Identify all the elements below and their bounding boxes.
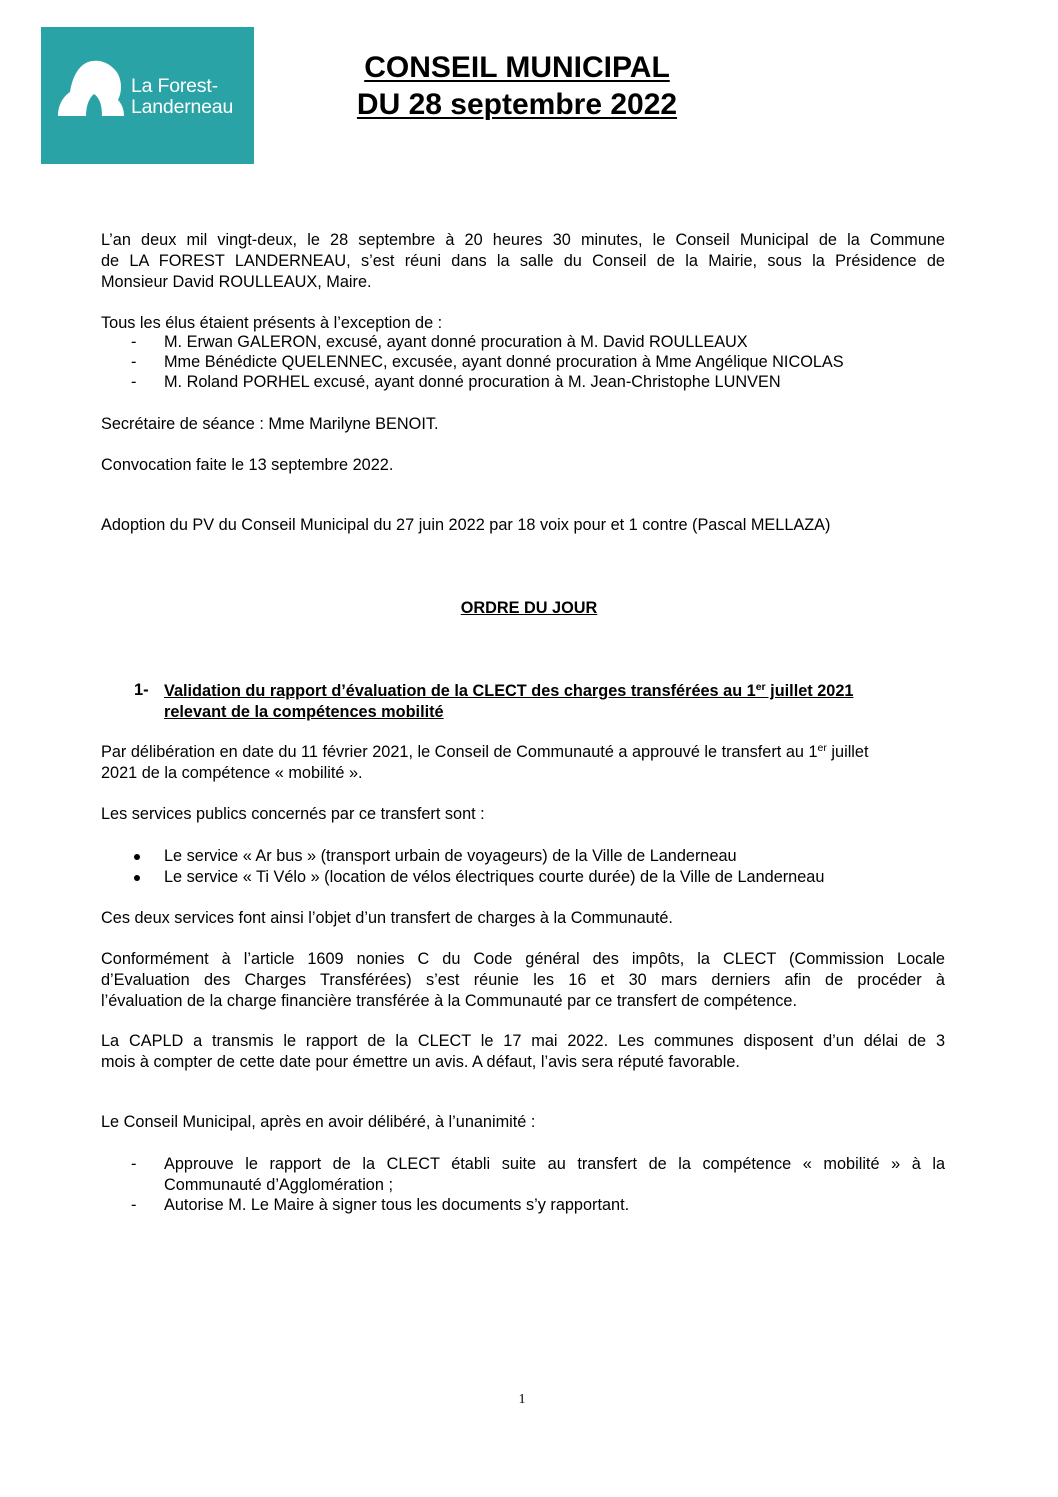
arch-silhouette-icon bbox=[56, 56, 126, 118]
title-line-2: DU 28 septembre 2022 bbox=[356, 88, 678, 121]
bullet-icon bbox=[134, 875, 140, 881]
logo-line-1: La Forest- bbox=[131, 75, 218, 97]
attendance-item-text: Mme Bénédicte QUELENNEC, excusée, ayant donné procuration à Mme Angélique NICOLAS bbox=[164, 353, 844, 371]
para1-part-2: juillet bbox=[826, 743, 869, 761]
service-item-text: Le service « Ti Vélo » (location de vélos électriques courte durée) de la Ville de Landerneau bbox=[164, 868, 825, 886]
decision1-line-2: Communauté d’Agglomération ; bbox=[164, 1176, 393, 1194]
item-title-part-1: Validation du rapport d’évaluation de la CLECT des charges transférées au 1 bbox=[164, 682, 756, 700]
logo-line-2: Landerneau bbox=[131, 96, 234, 118]
para3-line-2: d’Evaluation des Charges Transférées) s’est réunie les 16 et 30 mars derniers afin de procéder à bbox=[101, 971, 945, 989]
service-item-text: Le service « Ar bus » (transport urbain de voyageurs) de la Ville de Landerneau bbox=[164, 847, 737, 865]
convocation-line: Convocation faite le 13 septembre 2022. bbox=[101, 456, 394, 474]
intro-line-3: Monsieur David ROULLEAUX, Maire. bbox=[101, 273, 372, 291]
para4-line-2: mois à compter de cette date pour émettre un avis. A défaut, l’avis sera réputé favorable. bbox=[101, 1053, 740, 1071]
dash-marker: - bbox=[131, 373, 137, 391]
dash-marker: - bbox=[131, 353, 137, 371]
item-paragraph-1 bbox=[101, 742, 945, 784]
para3-line-1: Conformément à l’article 1609 nonies C du Code général des impôts, la CLECT (Commission Locale bbox=[101, 950, 945, 968]
para1-line-2: 2021 de la compétence « mobilité ». bbox=[101, 764, 363, 782]
item-title bbox=[164, 681, 853, 723]
attendance-item-text: M. Erwan GALERON, excusé, ayant donné procuration à M. David ROULLEAUX bbox=[164, 333, 748, 351]
item-title-sup: er bbox=[755, 681, 766, 693]
decision-item-text: Autorise M. Le Maire à signer tous les documents s’y rapportant. bbox=[164, 1196, 630, 1214]
logo bbox=[41, 27, 254, 164]
page-title bbox=[310, 49, 724, 123]
services-lead: Les services publics concernés par ce transfert sont : bbox=[101, 805, 485, 823]
para1-part-1: Par délibération en date du 11 février 2021, le Conseil de Communauté a approuvé le transfert au 1 bbox=[101, 743, 818, 761]
logo-text bbox=[131, 76, 233, 118]
para1-sup: er bbox=[817, 742, 827, 754]
attendance-lead: Tous les élus étaient présents à l’exception de : bbox=[101, 314, 443, 332]
intro-paragraph bbox=[101, 230, 945, 293]
dash-marker: - bbox=[131, 333, 137, 351]
title-line-1: CONSEIL MUNICIPAL bbox=[364, 51, 670, 84]
item-title-part-2: juillet 2021 bbox=[765, 682, 854, 700]
item-paragraph-4 bbox=[101, 1031, 945, 1073]
para3-line-3: l’évaluation de la charge financière transférée à la Communauté par ce transfert de compétence. bbox=[101, 992, 797, 1010]
decision1-line-1: Approuve le rapport de la CLECT établi suite au transfert de la compétence « mobilité » à la bbox=[164, 1155, 945, 1173]
item-paragraph-2: Ces deux services font ainsi l’objet d’un transfert de charges à la Communauté. bbox=[101, 909, 673, 927]
item-title-line-2: relevant de la compétences mobilité bbox=[164, 703, 444, 721]
decision-lead: Le Conseil Municipal, après en avoir délibéré, à l’unanimité : bbox=[101, 1113, 536, 1131]
dash-marker: - bbox=[131, 1155, 137, 1173]
intro-line-2: de LA FOREST LANDERNEAU, s’est réuni dans la salle du Conseil de la Mairie, sous la Présidence de bbox=[101, 252, 945, 270]
bullet-icon bbox=[134, 854, 140, 860]
item-paragraph-3 bbox=[101, 949, 945, 1012]
adoption-line: Adoption du PV du Conseil Municipal du 27 juin 2022 par 18 voix pour et 1 contre (Pascal MELLAZA) bbox=[101, 516, 831, 534]
page-number: 1 bbox=[518, 1392, 526, 1407]
item-number: 1- bbox=[134, 681, 149, 699]
dash-marker: - bbox=[131, 1196, 137, 1214]
para4-line-1: La CAPLD a transmis le rapport de la CLECT le 17 mai 2022. Les communes disposent d’un délai de 3 bbox=[101, 1032, 945, 1050]
agenda-heading: ORDRE DU JOUR bbox=[460, 599, 598, 617]
secretary-line: Secrétaire de séance : Mme Marilyne BENOIT. bbox=[101, 415, 439, 433]
intro-line-1: L’an deux mil vingt-deux, le 28 septembre à 20 heures 30 minutes, le Conseil Municipal de la Commune bbox=[101, 231, 945, 249]
attendance-item-text: M. Roland PORHEL excusé, ayant donné procuration à M. Jean-Christophe LUNVEN bbox=[164, 373, 781, 391]
decision-item bbox=[101, 1154, 945, 1196]
decision-item-text bbox=[164, 1154, 945, 1196]
